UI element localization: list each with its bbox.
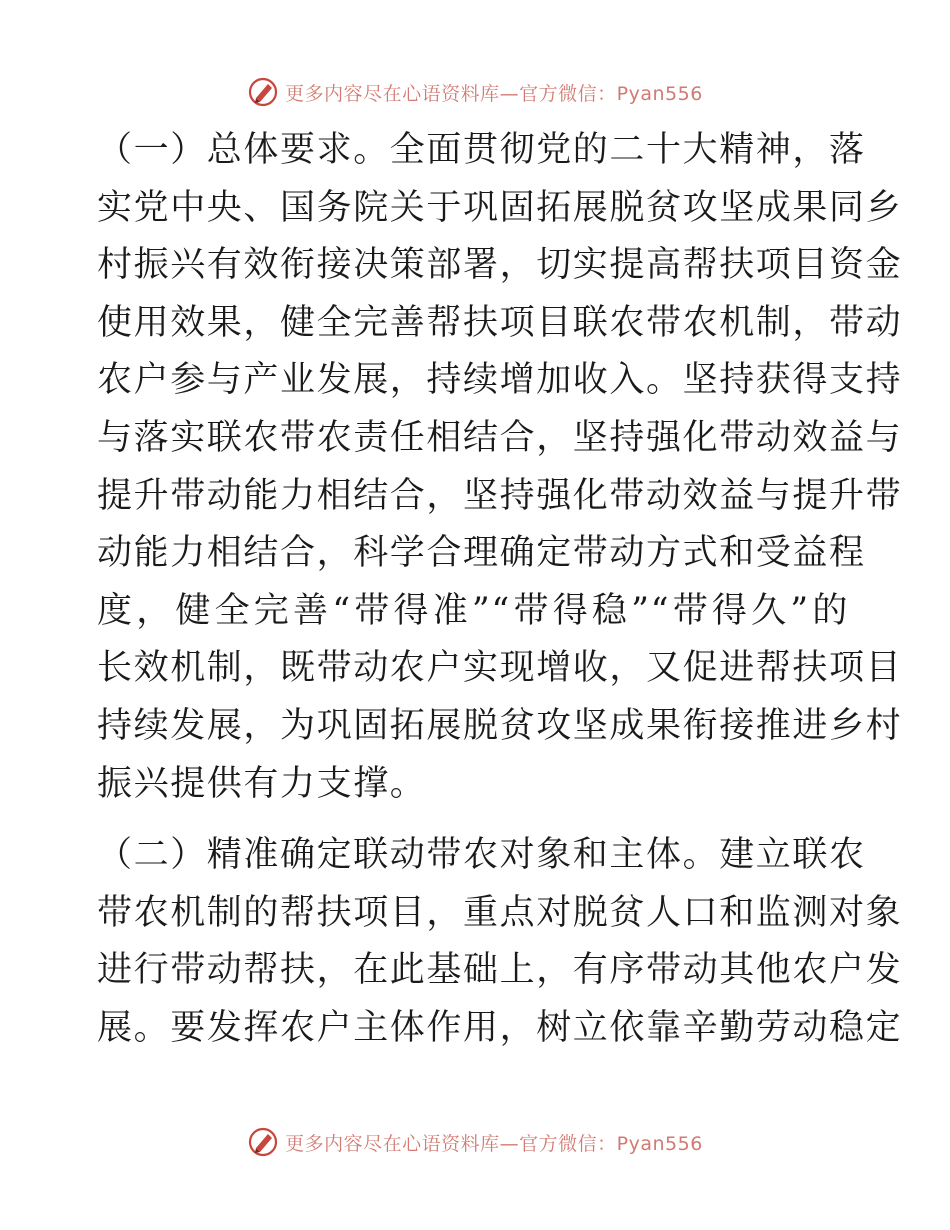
header-banner-text: 更多内容尽在心语资料库—官方微信：Pyan556 (285, 82, 703, 105)
text-line: 度，健全完善“带得准”“带得稳”“带得久”的 (97, 590, 849, 631)
text-line: （二）精准确定联动带农对象和主体。建立联农 (97, 835, 866, 876)
text-line: （一）总体要求。全面贯彻党的二十大精神，落 (97, 130, 866, 170)
red-pen-logo-icon (247, 76, 279, 108)
text-line: 长效机制，既带动农户实现增收，又促进帮扶项目 (97, 648, 903, 689)
header-banner (0, 72, 950, 112)
paragraph-2 (97, 827, 903, 1057)
text-line: 农户参与产业发展，持续增加收入。坚持获得支持 (97, 360, 903, 401)
text-line: 展。要发挥农户主体作用，树立依靠辛勤劳动稳定 (97, 1007, 903, 1048)
red-pen-logo-icon (247, 1126, 279, 1158)
text-line: 与落实联农带农责任相结合，坚持强化带动效益与 (97, 417, 903, 458)
footer-banner-text: 更多内容尽在心语资料库—官方微信：Pyan556 (285, 1132, 703, 1155)
footer-banner (0, 1122, 950, 1162)
text-line: 提升带动能力相结合，坚持强化带动效益与提升带 (97, 475, 903, 516)
document-body (97, 122, 903, 1058)
text-line: 村振兴有效衔接决策部署，切实提高帮扶项目资金 (97, 245, 903, 286)
text-line: 动能力相结合，科学合理确定带动方式和受益程 (97, 533, 866, 574)
text-line: 进行带动帮扶，在此基础上，有序带动其他农户发 (97, 950, 903, 991)
text-line: 振兴提供有力支撑。 (97, 763, 427, 804)
text-line: 持续发展，为巩固拓展脱贫攻坚成果衔接推进乡村 (97, 705, 903, 746)
text-line: 实党中央、国务院关于巩固拓展脱贫攻坚成果同乡 (97, 187, 903, 228)
paragraph-1 (97, 122, 903, 813)
text-line: 使用效果，健全完善帮扶项目联农带农机制，带动 (97, 302, 903, 343)
text-line: 带农机制的帮扶项目，重点对脱贫人口和监测对象 (97, 892, 903, 933)
